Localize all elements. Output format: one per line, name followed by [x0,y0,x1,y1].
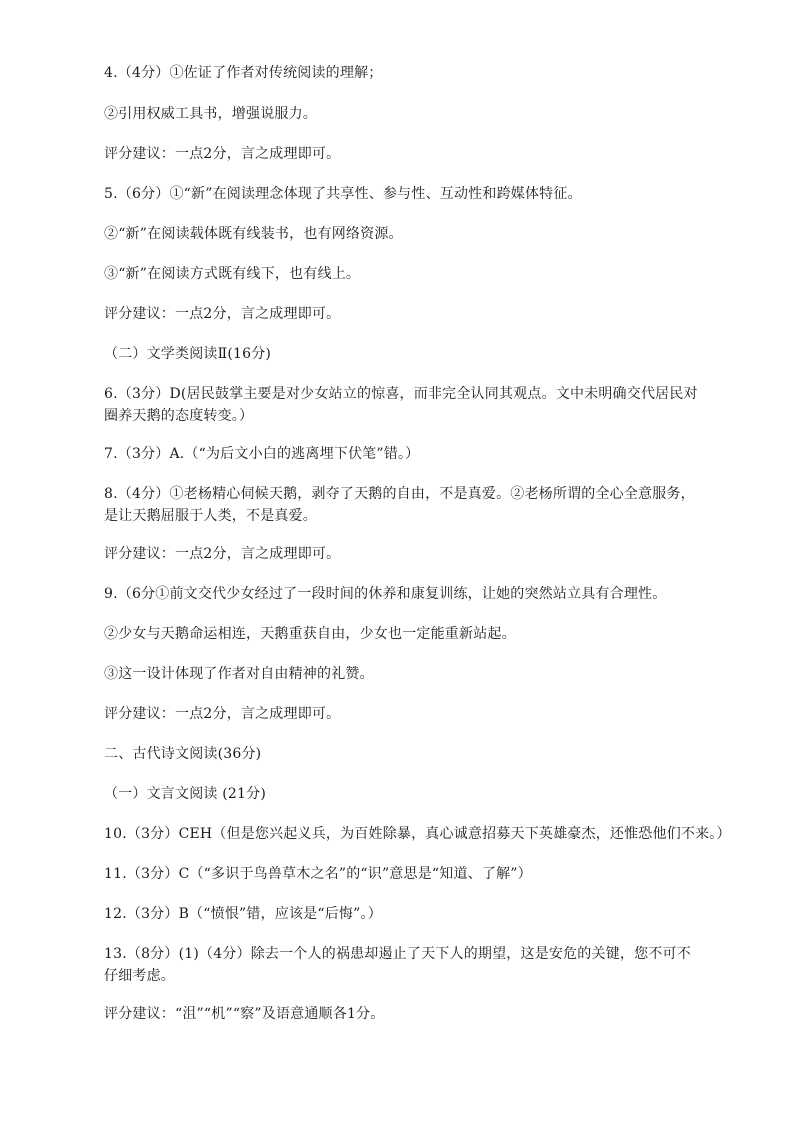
answer-11: 11.（3分）C（“多识于鸟兽草木之名”的“识”意思是“知道、了解”） [104,866,532,882]
answer-9-line-3: ③这一设计体现了作者对自由精神的礼赞。 [104,666,374,682]
answer-5-line-1: 5.（6分）①“新”在阅读理念体现了共享性、参与性、互动性和跨媒体特征。 [104,186,582,202]
answer-4-line-2: ②引用权威工具书，增强说服力。 [104,106,317,122]
answer-13: 13.（8分）(1)（4分）除去一个人的祸患却遏止了天下人的期望，这是安危的关键，您不可不仔细考虑。 [104,946,691,984]
section-heading-literary-reading: （二）文学类阅读Ⅱ(16分) [104,346,272,362]
answer-8: 8.（4分）①老杨精心伺候天鹅，剥夺了天鹅的自由，不是真爱。②老杨所谓的全心全意服务，是让天鹅屈服于人类，不是真爱。 [104,486,695,524]
answer-7: 7.（3分）A.（“为后文小白的逃离埋下伏笔”错。） [104,446,420,462]
answer-9-line-2: ②少女与天鹅命运相连，天鹅重获自由，少女也一定能重新站起。 [104,626,516,642]
answer-10: 10.（3分）CEH（但是您兴起义兵，为百姓除暴，真心诚意招募天下英雄豪杰，还惟恐他们不来。） [104,826,731,842]
scoring-note-4: 评分建议：一点2分，言之成理即可。 [104,146,341,162]
section-heading-classical-poetry: 二、古代诗文阅读(36分) [104,746,262,762]
scoring-note-8: 评分建议：一点2分，言之成理即可。 [104,546,341,562]
answer-4-line-1: 4.（4分）①佐证了作者对传统阅读的理解； [104,65,383,81]
section-heading-classical-prose: （一）文言文阅读 (21分) [104,786,266,802]
answer-5-line-3: ③“新”在阅读方式既有线下，也有线上。 [104,266,361,282]
answer-12: 12.（3分）B（“愤恨”错，应该是“后悔”。） [104,906,382,922]
scoring-note-9: 评分建议：一点2分，言之成理即可。 [104,706,341,722]
scoring-note-5: 评分建议：一点2分，言之成理即可。 [104,306,341,322]
answer-5-line-2: ②“新”在阅读载体既有线装书，也有网络资源。 [104,226,403,242]
scoring-note-13: 评分建议：“沮”“机”“察”及语意通顺各1分。 [104,1006,385,1022]
answer-9-line-1: 9.（6分①前文交代少女经过了一段时间的休养和康复训练，让她的突然站立具有合理性。 [104,586,667,602]
answer-6: 6.（3分）D(居民鼓掌主要是对少女站立的惊喜，而非完全认同其观点。文中未明确交代居民对圈养天鹅的态度转变。） [104,386,698,424]
